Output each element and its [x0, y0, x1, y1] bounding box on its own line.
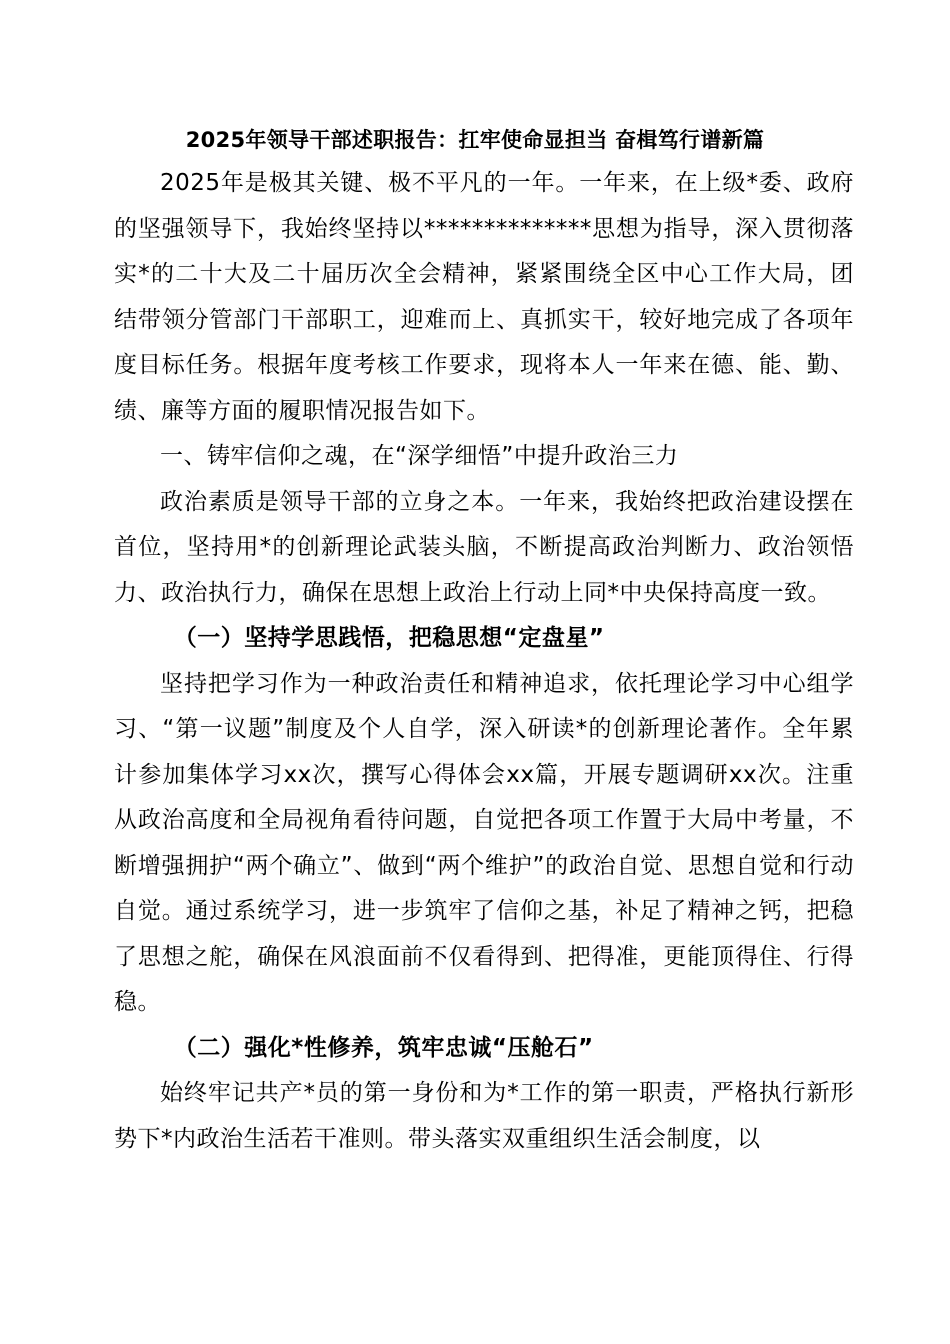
subsection-2-heading: （二）强化*性修养，筑牢忠诚“压舱石”: [173, 1034, 594, 1061]
document-body: [114, 161, 854, 1162]
section-1-intro-paragraph: 政治素质是领导干部的立身之本。一年来，我始终把政治建设摆在首位，坚持用*的创新理论武装头脑，不断提高政治判断力、政治领悟力、政治执行力，确保在思想上政治上行动上同*中央保持高度一致。: [114, 488, 854, 606]
intro-paragraph: 2025年是极其关键、极不平凡的一年。一年来，在上级*委、政府的坚强领导下，我始终坚持以**************思想为指导，深入贯彻落实*的二十大及二十届历次全会精神，紧紧围绕全区中心工作大局，团结带领分管部门干部职工，迎难而上、真抓实干，较好地完成了各项年度目标任务。根据年度考核工作要求，现将本人一年来在德、能、勤、绩、廉等方面的履职情况报告如下。: [114, 170, 854, 424]
subsection-2-paragraph: 始终牢记共产*员的第一身份和为*工作的第一职责，严格执行新形势下*内政治生活若干准则。带头落实双重组织生活会制度，以: [114, 1080, 854, 1152]
subsection-1-heading: （一）坚持学思践悟，把稳思想“定盘星”: [173, 625, 605, 651]
subsection-1-paragraph: 坚持把学习作为一种政治责任和精神追求，依托理论学习中心组学习、“第一议题”制度及个人自学，深入研读*的创新理论著作。全年累计参加集体学习xx次，撰写心得体会xx篇，开展专题调研xx次。注重从政治高度和全局视角看待问题，自觉把各项工作置于大局中考量，不断增强拥护“两个确立”、做到“两个维护”的政治自觉、思想自觉和行动自觉。通过系统学习，进一步筑牢了信仰之基，补足了精神之钙，把稳了思想之舵，确保在风浪面前不仅看得到、把得准，更能顶得住、行得稳。: [114, 670, 854, 1015]
section-1-heading: 一、铸牢信仰之魂，在“深学细悟”中提升政治三力: [160, 443, 679, 469]
document-title: 2025年领导干部述职报告：扛牢使命显担当 奋楫笃行谱新篇: [185, 128, 765, 152]
